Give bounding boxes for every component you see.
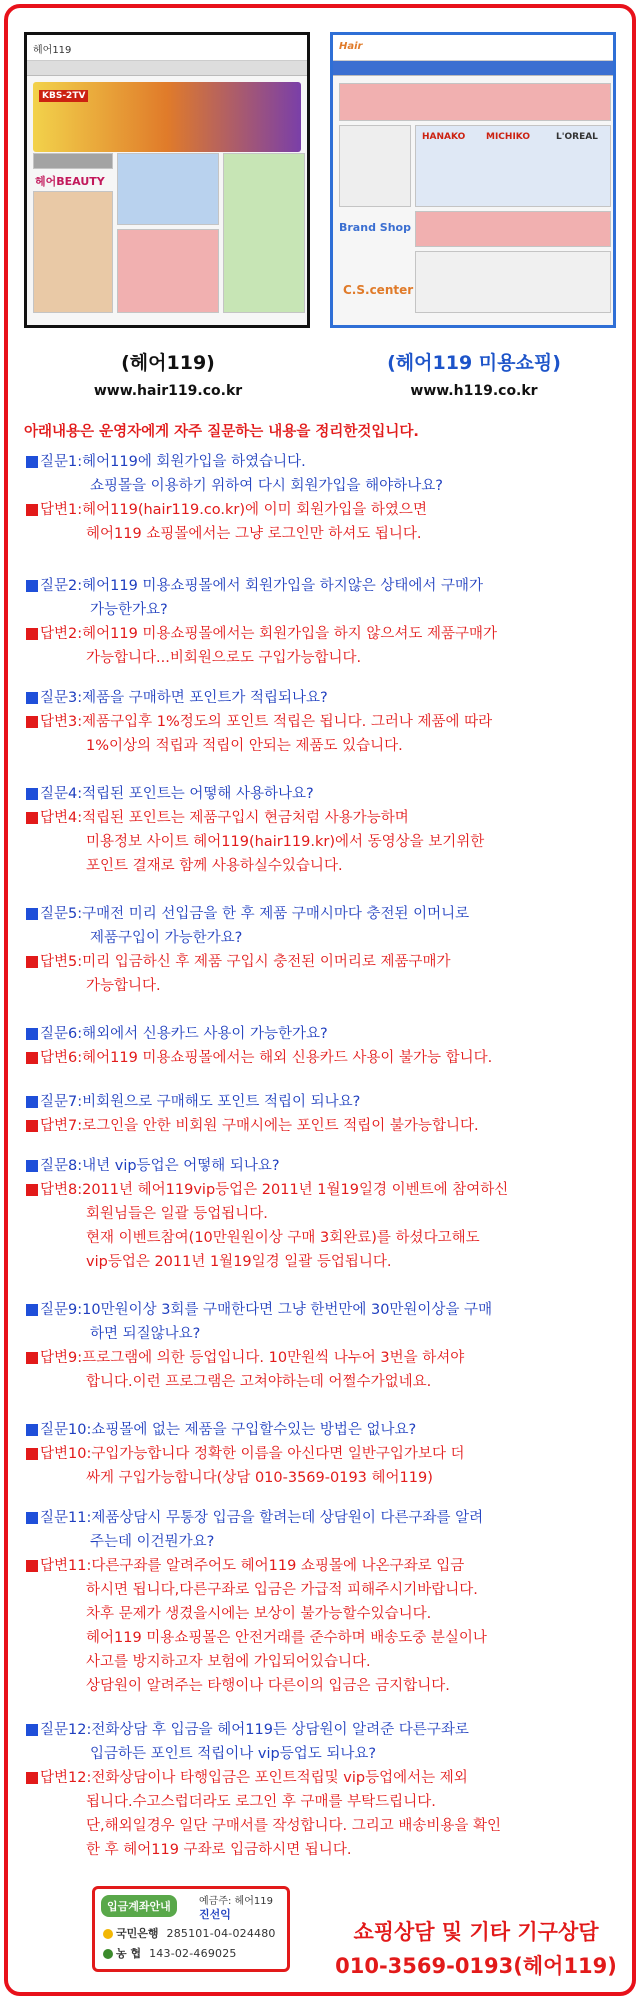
h119-shop-screenshot[interactable] <box>330 32 616 328</box>
blue-square-bullet-icon <box>26 908 38 920</box>
blue-square-bullet-icon <box>26 1724 38 1736</box>
faq-answer <box>26 1114 626 1138</box>
red-square-bullet-icon <box>26 1560 38 1572</box>
faq-answer-line: 사고를 방지하고자 보험에 가입되어있습니다. <box>86 1654 371 1670</box>
faq-question-line: 질문8:내년 vip등업은 어떻해 되나요? <box>40 1158 280 1174</box>
faq-item <box>26 450 626 546</box>
blue-square-bullet-icon <box>26 1028 38 1040</box>
faq-question-line: 질문3:제품을 구매하면 포인트가 적립되나요? <box>40 690 328 706</box>
faq-question <box>26 686 626 710</box>
faq-answer-line: 답변8:2011년 헤어119vip등업은 2011년 1월19일경 이벤트에 참여하신 <box>40 1182 509 1198</box>
faq-question-line: 제품구입이 가능한가요? <box>90 930 243 946</box>
blue-square-bullet-icon <box>26 1512 38 1524</box>
faq-answer-line: 답변7:로그인을 안한 비회원 구매시에는 포인트 적립이 불가능합니다. <box>40 1118 479 1134</box>
faq-notice: 아래내용은 운영자에게 자주 질문하는 내용을 정리한것입니다. <box>24 424 419 440</box>
faq-answer-line: 답변11:다른구좌를 알려주어도 헤어119 쇼핑몰에 나온구좌로 입금 <box>40 1558 465 1574</box>
mini-side-label: 헤어BEAUTY <box>35 175 105 188</box>
faq-question-line: 하면 되질않나요? <box>90 1326 201 1342</box>
faq-answer <box>26 498 626 546</box>
mini-banner-badge: KBS-2TV <box>39 90 88 102</box>
mini-side-menu <box>33 153 113 169</box>
blue-square-bullet-icon <box>26 580 38 592</box>
faq-question-line: 질문2:헤어119 미용쇼핑몰에서 회원가입을 하지않은 상태에서 구매가 <box>40 578 484 594</box>
mini-cscenter-label: C.S.center <box>343 283 414 297</box>
red-square-bullet-icon <box>26 956 38 968</box>
faq-item <box>26 1298 626 1394</box>
faq-item <box>26 902 626 998</box>
blue-square-bullet-icon <box>26 1424 38 1436</box>
faq-answer-line: 하시면 됩니다,다른구좌로 입금은 가급적 피해주시기바랍니다. <box>86 1582 478 1598</box>
site-name: (헤어119 미용쇼핑) <box>387 352 561 374</box>
faq-answer <box>26 622 626 670</box>
faq-question <box>26 1022 626 1046</box>
faq-answer-line: 헤어119 쇼핑몰에서는 그냥 로그인만 하셔도 됩니다. <box>86 526 422 542</box>
faq-item <box>26 1418 626 1490</box>
faq-question-line: 질문9:10만원이상 3회를 구매한다면 그냥 한번만에 30만원이상을 구매 <box>40 1302 493 1318</box>
faq-question-line: 가능한가요? <box>90 602 168 618</box>
faq-answer <box>26 1346 626 1394</box>
faq-question <box>26 574 626 622</box>
faq-answer <box>26 1766 626 1862</box>
faq-answer-line: vip등업은 2011년 1월19일경 일괄 등업됩니다. <box>86 1254 392 1270</box>
bank-name: 농 협 <box>116 1947 142 1960</box>
red-square-bullet-icon <box>26 1352 38 1364</box>
faq-question-line: 질문11:제품상담시 무통장 입금을 할려는데 상담원이 다른구좌를 알려 <box>40 1510 484 1526</box>
red-square-bullet-icon <box>26 504 38 516</box>
faq-question <box>26 1090 626 1114</box>
faq-answer-line: 합니다.이런 프로그램은 고쳐야하는데 어쩔수가없네요. <box>86 1374 432 1390</box>
bank-row-kb <box>103 1925 276 1941</box>
faq-item <box>26 1506 626 1698</box>
site-url[interactable]: www.hair119.co.kr <box>93 383 243 399</box>
mini-shop-category-list <box>339 125 411 207</box>
faq-answer-line: 됩니다.수고스럽더라도 로그인 후 구매를 부탁드립니다. <box>86 1794 436 1810</box>
red-square-bullet-icon <box>26 1120 38 1132</box>
faq-answer-line: 답변1:헤어119(hair119.co.kr)에 이미 회원가입을 하였으면 <box>40 502 427 518</box>
faq-question-line: 질문6:해외에서 신용카드 사용이 가능한가요? <box>40 1026 328 1042</box>
faq-answer-line: 답변12:전화상담이나 타행입금은 포인트적립및 vip등업에서는 제외 <box>40 1770 468 1786</box>
faq-question-line: 입금하든 포인트 적립이나 vip등업도 되나요? <box>90 1746 377 1762</box>
blue-square-bullet-icon <box>26 1304 38 1316</box>
mini-content-block <box>117 229 219 313</box>
faq-question <box>26 782 626 806</box>
mini-shop-event-strip <box>415 211 611 247</box>
faq-item <box>26 1090 626 1138</box>
faq-question-line: 질문7:비회원으로 구매해도 포인트 적립이 되나요? <box>40 1094 361 1110</box>
site-url[interactable]: www.h119.co.kr <box>410 383 538 399</box>
mini-brand-loreal: L'OREAL <box>556 132 598 142</box>
faq-answer-line: 미용정보 사이트 헤어119(hair119.kr)에서 동영상을 보기위한 <box>86 834 485 850</box>
mini-site-nav <box>27 61 307 76</box>
faq-question <box>26 1506 626 1554</box>
faq-answer-line: 답변3:제품구입후 1%정도의 포인트 적립은 됩니다. 그러나 제품에 따라 <box>40 714 493 730</box>
faq-question-line: 질문4:적립된 포인트는 어떻해 사용하나요? <box>40 786 314 802</box>
faq-answer-line: 상담원이 알려주는 타행이나 다른이의 입금은 금지합니다. <box>86 1678 450 1694</box>
nh-bank-icon <box>103 1949 113 1959</box>
page-frame <box>4 4 636 1996</box>
mini-side-products <box>33 191 113 313</box>
mini-site-header <box>27 35 307 61</box>
account-holder <box>199 1895 273 1921</box>
red-square-bullet-icon <box>26 812 38 824</box>
mini-shop-header <box>333 35 613 61</box>
faq-answer-line: 차후 문제가 생겼을시에는 보상이 불가능할수있습니다. <box>86 1606 432 1622</box>
site-caption-hair119 <box>18 348 318 399</box>
mini-shop-links <box>415 251 611 313</box>
faq-question <box>26 902 626 950</box>
faq-question <box>26 1718 626 1766</box>
mini-site-banner <box>33 82 301 152</box>
red-square-bullet-icon <box>26 628 38 640</box>
bank-account-number: 143-02-469025 <box>149 1947 237 1960</box>
faq-answer-line: 답변4:적립된 포인트는 제품구입시 현금처럼 사용가능하며 <box>40 810 409 826</box>
faq-answer-line: 1%이상의 적립과 적립이 안되는 제품도 있습니다. <box>86 738 403 754</box>
kb-bank-icon <box>103 1929 113 1939</box>
blue-square-bullet-icon <box>26 1096 38 1108</box>
faq-item <box>26 1154 626 1274</box>
mini-site-logo: 헤어119 <box>33 45 72 56</box>
red-square-bullet-icon <box>26 1052 38 1064</box>
contact-phone[interactable]: 010-3569-0193(헤어119) <box>335 1954 617 1978</box>
faq-question <box>26 1154 626 1178</box>
faq-answer <box>26 710 626 758</box>
account-title: 입금계좌안내 <box>101 1895 177 1917</box>
faq-answer-line: 싸게 구입가능합니다(상담 010-3569-0193 헤어119) <box>86 1470 433 1486</box>
faq-question <box>26 1298 626 1346</box>
faq-answer-line: 답변9:프로그램에 의한 등업입니다. 10만원씩 나누어 3번을 하셔야 <box>40 1350 465 1366</box>
mini-shop-promo-strip <box>339 83 611 121</box>
mini-shop-logo: Hair <box>339 41 363 52</box>
faq-answer <box>26 950 626 998</box>
faq-item <box>26 1718 626 1862</box>
mini-content-block <box>117 153 219 225</box>
site-name: (헤어119) <box>121 352 215 374</box>
mini-brand-hanako: HANAKO <box>422 132 466 142</box>
faq-question-line: 질문12:전화상담 후 입금을 헤어119든 상담원이 알려준 다른구좌로 <box>40 1722 469 1738</box>
blue-square-bullet-icon <box>26 692 38 704</box>
bank-account-number: 285101-04-024480 <box>166 1927 276 1940</box>
faq-item <box>26 782 626 878</box>
faq-answer-line: 가능합니다. <box>86 978 161 994</box>
contact-info <box>326 1916 626 1980</box>
hair119-site-screenshot[interactable] <box>24 32 310 328</box>
blue-square-bullet-icon <box>26 1160 38 1172</box>
bank-account-box <box>92 1886 290 1972</box>
faq-answer-line: 가능합니다...비회원으로도 구입가능합니다. <box>86 650 362 666</box>
red-square-bullet-icon <box>26 1184 38 1196</box>
mini-brand-michiko: MICHIKO <box>486 132 531 142</box>
faq-item <box>26 1022 626 1070</box>
blue-square-bullet-icon <box>26 456 38 468</box>
faq-item <box>26 574 626 670</box>
red-square-bullet-icon <box>26 716 38 728</box>
account-holder-name: 진선익 <box>199 1908 231 1921</box>
faq-answer <box>26 1442 626 1490</box>
faq-answer-line: 답변5:미리 입금하신 후 제품 구입시 충전된 이머리로 제품구매가 <box>40 954 451 970</box>
bank-name: 국민은행 <box>116 1927 159 1940</box>
faq-answer-line: 현재 이벤트참여(10만원원이상 구매 3회완료)를 하셨다고해도 <box>86 1230 480 1246</box>
mini-shop-nav <box>333 61 613 76</box>
faq-question <box>26 1418 626 1442</box>
faq-question-line: 쇼핑몰을 이용하기 위하여 다시 회원가입을 해야하나요? <box>90 478 443 494</box>
bank-row-nh <box>103 1945 237 1961</box>
faq-question-line: 질문5:구매전 미리 선입금을 한 후 제품 구매시마다 충전된 이머니로 <box>40 906 470 922</box>
faq-answer-line: 답변2:헤어119 미용쇼핑몰에서는 회원가입을 하지 않으셔도 제품구매가 <box>40 626 498 642</box>
faq-answer-line: 답변10:구입가능합니다 정확한 이름을 아신다면 일반구입가보다 더 <box>40 1446 465 1462</box>
blue-square-bullet-icon <box>26 788 38 800</box>
faq-question-line: 주는데 이건뭔가요? <box>90 1534 215 1550</box>
faq-answer <box>26 1178 626 1274</box>
faq-answer-line: 답변6:헤어119 미용쇼핑몰에서는 해외 신용카드 사용이 불가능 합니다. <box>40 1050 493 1066</box>
account-holder-label: 예금주: 헤어119 <box>199 1896 273 1907</box>
faq-answer <box>26 806 626 878</box>
faq-answer <box>26 1046 626 1070</box>
site-caption-h119 <box>324 348 624 399</box>
red-square-bullet-icon <box>26 1448 38 1460</box>
faq-answer-line: 단,해외일경우 일단 구매서를 작성합니다. 그리고 배송비용을 확인 <box>86 1818 502 1834</box>
faq-answer-line: 헤어119 미용쇼핑몰은 안전거래를 준수하며 배송도중 분실이나 <box>86 1630 487 1646</box>
faq-answer <box>26 1554 626 1698</box>
mini-content-block <box>223 153 305 313</box>
faq-question-line: 질문1:헤어119에 회원가입을 하였습니다. <box>40 454 306 470</box>
contact-title: 쇼핑상담 및 기타 기구상담 <box>353 1920 599 1944</box>
faq-question-line: 질문10:쇼핑몰에 없는 제품을 구입할수있는 방법은 없나요? <box>40 1422 417 1438</box>
mini-shop-brand-banner <box>415 125 611 207</box>
mini-brandshop-label: Brand Shop <box>339 221 411 234</box>
faq-question <box>26 450 626 498</box>
red-square-bullet-icon <box>26 1772 38 1784</box>
faq-answer-line: 한 후 헤어119 구좌로 입금하시면 됩니다. <box>86 1842 352 1858</box>
faq-item <box>26 686 626 758</box>
faq-answer-line: 포인트 결재로 함께 사용하실수있습니다. <box>86 858 343 874</box>
faq-answer-line: 회원님들은 일괄 등업됩니다. <box>86 1206 268 1222</box>
